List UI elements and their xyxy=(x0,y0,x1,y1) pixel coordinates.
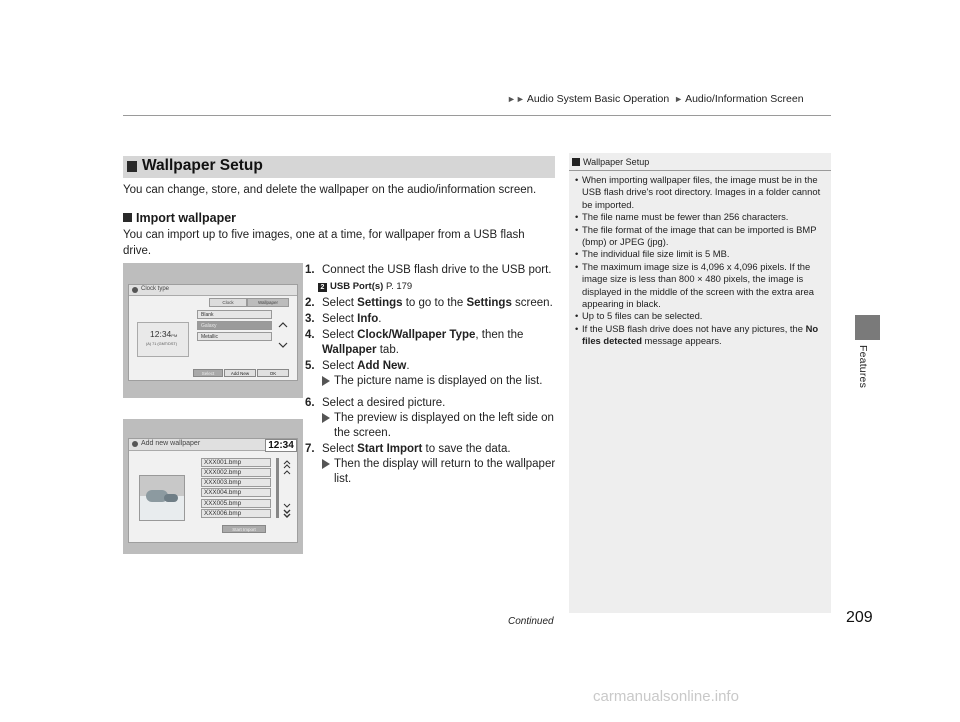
option-galaxy[interactable]: Galaxy xyxy=(197,321,272,330)
tab-wallpaper[interactable]: Wallpaper xyxy=(247,298,289,307)
page-number: 209 xyxy=(846,609,873,626)
breadcrumb-part-2: Audio/Information Screen xyxy=(685,93,804,105)
step-7-result: Then the display will return to the wallpaper list. xyxy=(322,457,565,487)
file-list-item[interactable]: XXX001.bmp xyxy=(201,458,271,467)
notes-heading: Wallpaper Setup xyxy=(572,157,649,167)
select-button[interactable]: Select xyxy=(193,369,223,377)
clock-type-screen xyxy=(128,284,298,381)
clock-type-titlebar xyxy=(129,285,297,296)
screenshot-add-new-wallpaper xyxy=(123,419,303,554)
notes-rule xyxy=(569,170,831,171)
cross-reference: 2 USB Port(s) P. 179 xyxy=(318,279,565,294)
option-metallic[interactable]: Metallic xyxy=(197,332,272,341)
continued-label: Continued xyxy=(508,616,554,627)
note-marker-icon xyxy=(572,158,580,166)
note-item: • The individual file size limit is 5 MB. xyxy=(575,248,730,260)
file-list-item[interactable]: XXX004.bmp xyxy=(201,488,271,497)
file-list-item[interactable]: XXX006.bmp xyxy=(201,509,271,518)
file-list-item[interactable]: XXX005.bmp xyxy=(201,499,271,508)
note-item: • The file name must be fewer than 256 characters. xyxy=(575,211,789,223)
step-4: 4. Select Clock/Wallpaper Type, then the Wallpaper tab. xyxy=(305,329,524,356)
note-item: • If the USB flash drive does not have any pictures, the No files detected message appears. xyxy=(575,322,819,347)
breadcrumb xyxy=(505,93,804,105)
start-import-button[interactable]: Start Import xyxy=(222,525,266,533)
screenshot-clock-type xyxy=(123,263,303,398)
scroll-arrows-icon[interactable] xyxy=(278,320,288,350)
note-item: • The maximum image size is 4,096 x 4,096 pixels. If the image size is less than 800 × 480 pixels, the image is displayed in the middle of the screen with the extra area appearing in black. xyxy=(575,260,814,310)
breadcrumb-part-1: Audio System Basic Operation xyxy=(526,93,670,105)
subsection-text: You can import up to five images, one at a time, for wallpaper from a USB flash drive. xyxy=(123,229,525,257)
subsection-heading: Import wallpaper xyxy=(123,211,236,225)
reference-arrow-icon: 2 xyxy=(318,283,327,292)
note-item: • The file format of the image that can be imported is BMP (bmp) or JPEG (jpg). xyxy=(575,223,817,248)
clock-display: 12:34 xyxy=(265,439,297,452)
file-list-item[interactable]: XXX003.bmp xyxy=(201,478,271,487)
notes-panel xyxy=(569,153,831,613)
step-5-result: The picture name is displayed on the list. xyxy=(322,374,565,389)
wallpaper-preview-image xyxy=(139,475,185,521)
screen-info-icon xyxy=(132,441,138,447)
add-wallpaper-screen xyxy=(128,438,298,543)
result-arrow-icon xyxy=(322,459,330,469)
file-list-item[interactable]: XXX002.bmp xyxy=(201,468,271,477)
side-tab-label: Features xyxy=(857,345,869,389)
tab-clock[interactable]: Clock xyxy=(209,298,247,307)
step-3: 3. Select Info. xyxy=(305,313,382,325)
step-2: 2. Select Settings to go to the Settings screen. xyxy=(305,297,553,309)
screen-info-icon xyxy=(132,287,138,293)
step-7: 7. Select Start Import to save the data. Then the display will return to the wallpaper list. xyxy=(305,442,565,487)
add-new-button[interactable]: Add New xyxy=(224,369,256,377)
result-arrow-icon xyxy=(322,413,330,423)
list-scroll-arrows-icon[interactable] xyxy=(282,458,292,520)
section-square-icon xyxy=(127,161,137,172)
list-scrollbar[interactable] xyxy=(276,458,279,518)
step-6: 6. Select a desired picture. The preview is displayed on the left side on the screen. xyxy=(305,396,565,441)
section-header xyxy=(123,156,555,178)
result-arrow-icon xyxy=(322,376,330,386)
option-blank[interactable]: Blank xyxy=(197,310,272,319)
clock-type-title: Clock type xyxy=(141,286,170,292)
ok-button[interactable]: OK xyxy=(257,369,289,377)
breadcrumb-arrow-icon: ► xyxy=(674,94,684,104)
step-1: 1. Connect the USB flash drive to the USB port. xyxy=(305,264,552,276)
side-tab-marker xyxy=(855,315,880,340)
section-title: Wallpaper Setup xyxy=(142,157,263,174)
side-tab xyxy=(855,345,880,435)
notes-list xyxy=(575,174,827,348)
add-wallpaper-title: Add new wallpaper xyxy=(141,440,201,447)
header-rule xyxy=(123,115,831,116)
subsection-square-icon xyxy=(123,213,132,222)
clock-preview xyxy=(137,322,189,357)
watermark: carmanualsonline.info xyxy=(593,688,739,705)
instruction-steps xyxy=(305,263,565,488)
step-6-result: The preview is displayed on the left side on the screen. xyxy=(322,411,565,441)
clock-preview-sub: (A) 71 (GMT/DST) xyxy=(146,342,178,346)
step-5: 5. Select Add New. The picture name is displayed on the list. xyxy=(305,359,565,389)
breadcrumb-arrow-icon: ►► xyxy=(507,94,525,104)
note-item: • Up to 5 files can be selected. xyxy=(575,310,703,322)
section-intro: You can change, store, and delete the wallpaper on the audio/information screen. xyxy=(123,184,537,196)
note-item: • When importing wallpaper files, the image must be in the USB flash drive's root directory. Images in a folder cannot be imported. xyxy=(575,174,821,210)
clock-preview-time: 12:34PM xyxy=(150,329,178,339)
